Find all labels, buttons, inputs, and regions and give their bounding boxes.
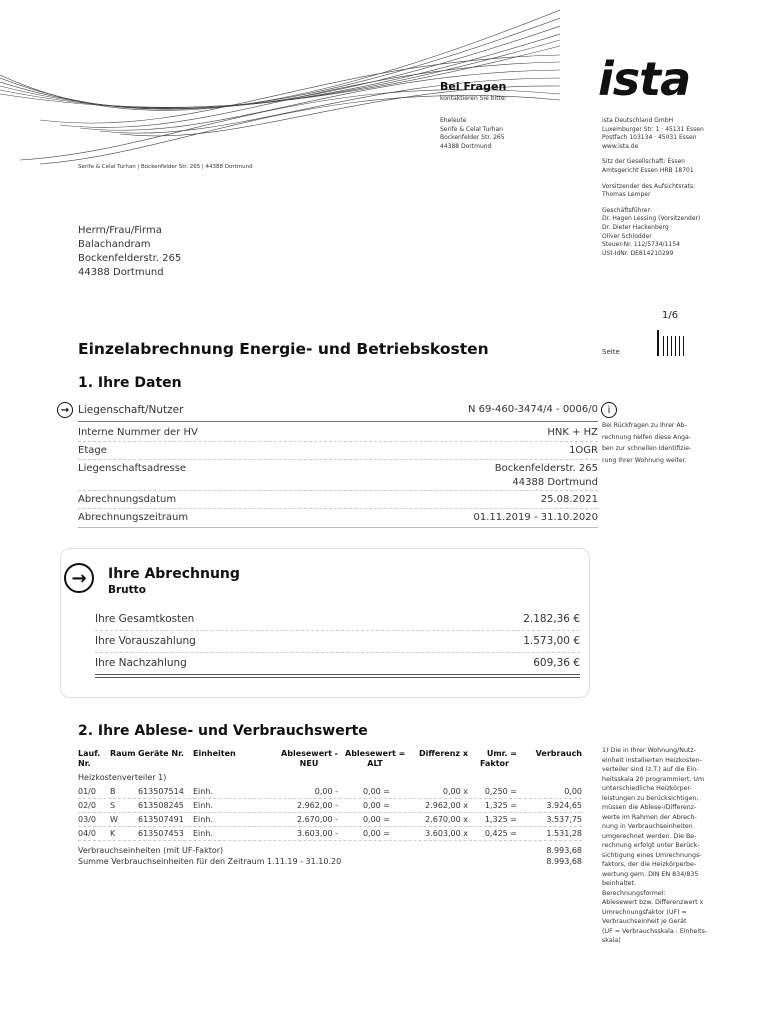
footnote-line: sichtigung eines Umrechnungs- — [602, 851, 702, 859]
cell-geraet: 613507491 — [138, 815, 184, 824]
info-icon: i — [601, 402, 617, 418]
footnote-line: heitsskala 20 programmiert. Um — [602, 775, 705, 783]
row-value: N 69-460-3474/4 - 0006/0 — [467, 404, 598, 415]
company-line: Sitz der Gesellschaft: Essen — [602, 158, 685, 166]
row-label: Ihre Gesamtkosten — [95, 613, 195, 625]
footnote-line: beinhaltet. — [602, 880, 637, 887]
cell-verbrauch: 0,00 — [564, 787, 582, 796]
footnote-line: einheit installierten Heizkosten- — [602, 756, 702, 764]
data-row-adresse — [78, 462, 598, 490]
row-label: Abrechnungsdatum — [78, 494, 177, 505]
row-label: Liegenschaftsadresse — [78, 463, 187, 474]
row-value: 2.182,36 € — [523, 613, 580, 625]
header-text: Lauf. — [78, 749, 101, 758]
footnote-line: faktors, der die Heizkörperbe- — [602, 861, 697, 868]
footnote-line: unterschiedliche Heizkörper- — [602, 785, 692, 792]
cell-geraet: 613507453 — [138, 829, 184, 838]
cell-neu: 2.962,00 - — [296, 801, 338, 810]
company-line: ista Deutschland GmbH — [602, 117, 674, 124]
cell-verbrauch: 3.537,75 — [546, 815, 582, 824]
info-note — [602, 420, 712, 466]
company-line: Steuer-Nr. 112/5734/1154 — [602, 241, 680, 249]
cell-einheit: Einh. — [193, 787, 213, 796]
company-line: Dr. Dieter Hackenberg — [602, 223, 669, 231]
row-value: 1.573,00 € — [523, 635, 580, 647]
footnote-line: skala) — [602, 937, 621, 944]
cell-neu: 0,00 - — [314, 787, 338, 796]
contact-line: Bockenfelder Str. 265 — [440, 134, 505, 142]
row-label: Abrechnungszeitraum — [78, 512, 189, 523]
cell-lauf: 02/0 — [78, 801, 96, 810]
divider — [78, 527, 598, 528]
data-row-abrechnungsdatum — [78, 493, 598, 507]
cell-verbrauch: 1.531,28 — [546, 829, 582, 838]
cell-verbrauch: 3.924,65 — [546, 801, 582, 810]
cell-alt: 0,00 = — [362, 829, 390, 838]
footnote-line: (UF = Verbrauchsskala : Einheits- — [602, 927, 708, 935]
summary-title: Ihre Abrechnung — [108, 566, 240, 582]
divider — [78, 441, 598, 442]
col-header-lauf — [78, 749, 100, 769]
cell-raum: K — [110, 829, 116, 838]
footnote-line: leistungen zu berücksichtigen, — [602, 794, 699, 802]
recipient-line: Balachandram — [78, 239, 151, 250]
row-divider — [78, 798, 582, 799]
row-divider — [78, 826, 582, 827]
row-value: Bockenfelderstr. 265 — [494, 463, 598, 474]
summary-subtitle: Brutto — [108, 584, 146, 596]
company-line: Amtsgericht Essen HRB 18701 — [602, 166, 694, 174]
header-text: NEU — [299, 759, 319, 768]
note-line: Bei Rückfragen zu Ihrer Ab- — [602, 422, 687, 429]
data-row-liegenschaft — [78, 403, 598, 417]
company-line: USt-IdNr. DE814210299 — [602, 249, 674, 257]
cell-raum: B — [110, 787, 116, 796]
row-value: 25.08.2021 — [540, 494, 598, 505]
divider — [78, 459, 598, 460]
footnote-line: müssen die Ablese-/Differenz- — [602, 804, 697, 811]
data-row-interne-nummer — [78, 426, 598, 440]
cell-alt: 0,00 = — [362, 801, 390, 810]
divider — [95, 630, 580, 631]
divider — [78, 508, 598, 509]
col-header-einheiten: Einheiten — [193, 749, 236, 758]
cell-umr: 1,325 = — [484, 815, 517, 824]
cell-alt: 0,00 = — [362, 787, 390, 796]
cell-geraet: 613508245 — [138, 801, 184, 810]
cell-diff: 2.670,00 x — [425, 815, 468, 824]
header-text: Umr. = — [486, 749, 517, 758]
row-label: Etage — [78, 445, 107, 456]
cell-lauf: 01/0 — [78, 787, 96, 796]
contact-address — [440, 117, 505, 151]
row-value: 44388 Dortmund — [512, 477, 598, 488]
company-line: www.ista.de — [602, 142, 639, 150]
data-row-etage — [78, 444, 598, 458]
questions-title: Bei Fragen — [440, 80, 507, 93]
header-text: ALT — [367, 759, 383, 768]
divider — [78, 490, 598, 491]
section-title-ablesewerte: 2. Ihre Ablese- und Verbrauchswerte — [78, 723, 368, 739]
row-label: Ihre Vorauszahlung — [95, 635, 196, 647]
footnote-line: Berechnungsformel: — [602, 889, 666, 897]
ista-logo: ista — [598, 52, 691, 106]
company-info — [602, 117, 762, 258]
page-label: Seite — [602, 348, 620, 356]
footnote-line: Verbrauchseinheit je Gerät — [602, 918, 687, 925]
company-line: Geschäftsführer: — [602, 206, 652, 214]
col-header-raum: Raum — [110, 749, 136, 758]
footnote-line: umgerechnet werden. Die Be- — [602, 832, 697, 840]
contact-line: 44388 Dortmund — [440, 142, 492, 150]
header-text: Nr. — [78, 759, 91, 768]
cell-einheit: Einh. — [193, 815, 213, 824]
cell-einheit: Einh. — [193, 829, 213, 838]
footnote-line: Ablesewert bzw. Differenzwert x — [602, 899, 704, 906]
header-text: Ablesewert = — [345, 749, 406, 758]
footnote — [602, 746, 714, 946]
cell-diff: 3.603,00 x — [425, 829, 468, 838]
col-header-verbrauch: Verbrauch — [535, 749, 582, 758]
row-value: 609,36 € — [533, 657, 580, 669]
footnote-line: wertung gem. DIN EN 834/835 — [602, 870, 699, 878]
total-value-period: 8.993,68 — [546, 857, 582, 866]
cell-diff: 2.962,00 x — [425, 801, 468, 810]
cell-umr: 0,250 = — [484, 787, 517, 796]
cell-umr: 1,325 = — [484, 801, 517, 810]
footnote-line: nung in Verbrauchseinheiten — [602, 823, 693, 830]
recipient-line: Bockenfelderstr. 265 — [78, 253, 182, 264]
arrow-right-icon: → — [64, 563, 94, 593]
cell-lauf: 03/0 — [78, 815, 96, 824]
col-header-neu — [280, 749, 338, 769]
footnote-line: verteiler sind (z.T.) auf die Ein- — [602, 766, 699, 773]
cell-neu: 2.670,00 - — [296, 815, 338, 824]
barcode — [657, 330, 687, 356]
row-divider — [78, 812, 582, 813]
divider — [95, 674, 580, 675]
cell-lauf: 04/0 — [78, 829, 96, 838]
recipient-line: Herrn/Frau/Firma — [78, 225, 162, 236]
cell-diff: 0,00 x — [442, 787, 468, 796]
note-line: rechnung helfen diese Anga- — [602, 433, 692, 441]
divider — [95, 677, 580, 678]
page-title: Einzelabrechnung Energie- und Betriebskosten — [78, 340, 489, 358]
cell-raum: W — [110, 815, 118, 824]
company-line: Postfach 103134 · 45031 Essen — [602, 134, 697, 142]
cell-geraet: 613507514 — [138, 787, 184, 796]
data-row-abrechnungszeitraum — [78, 511, 598, 525]
company-line: Dr. Hagen Lessing (Vorsitzender) — [602, 215, 701, 223]
divider — [78, 421, 598, 422]
divider — [95, 652, 580, 653]
page-number: 1/6 — [662, 310, 679, 321]
footnote-line: 1) Die in Ihrer Wohnung/Nutz- — [602, 747, 696, 754]
group-label: Heizkostenverteiler 1) — [78, 773, 167, 782]
row-value: 01.11.2019 - 31.10.2020 — [473, 512, 598, 523]
footnote-line: Umrechnungsfaktor (UF) = — [602, 908, 687, 916]
sender-line: Serife & Celal Turhan | Bockenfelder Str. 265 | 44388 Dortmund — [78, 164, 253, 170]
row-divider — [78, 840, 582, 841]
col-header-geraete: Geräte Nr. — [138, 749, 184, 758]
cell-umr: 0,425 = — [484, 829, 517, 838]
col-header-differenz: Differenz x — [419, 749, 468, 758]
cell-einheit: Einh. — [193, 801, 213, 810]
header-text: Ablesewert - — [281, 749, 338, 758]
note-line: rung Ihrer Wohnung weiter. — [602, 456, 687, 464]
footnote-line: werte im Rahmen der Abrech- — [602, 813, 697, 821]
note-line: ben zur schnellen Identifizie- — [602, 445, 692, 452]
contact-line: Eheleute — [440, 117, 467, 124]
company-line: Luxemburger Str. 1 · 45131 Essen — [602, 125, 704, 133]
questions-subtitle: kontaktieren Sie bitte: — [440, 95, 507, 102]
total-value-uf: 8.993,68 — [546, 846, 582, 855]
company-line: Thomas Lemper — [602, 191, 651, 199]
contact-line: Serife & Celal Turhan — [440, 125, 503, 133]
cell-neu: 3.603,00 - — [296, 829, 338, 838]
col-header-umr — [472, 749, 517, 769]
row-value: 1OGR — [569, 445, 598, 456]
footnote-line: rechnung erfolgt unter Berück- — [602, 842, 700, 849]
row-label: Liegenschaft/Nutzer — [78, 404, 184, 416]
section-title-ihre-daten: 1. Ihre Daten — [78, 375, 182, 391]
cell-raum: S — [110, 801, 116, 810]
total-label-uf: Verbrauchseinheiten (mit UF-Faktor) — [78, 846, 224, 855]
row-value: HNK + HZ — [547, 427, 598, 438]
total-label-period: Summe Verbrauchseinheiten für den Zeitraum 1.11.19 - 31.10.20 — [78, 857, 342, 866]
row-label: Ihre Nachzahlung — [95, 657, 187, 669]
recipient-address — [78, 224, 181, 280]
company-line: Oliver Schlodder — [602, 232, 652, 240]
company-line: Vorsitzender des Aufsichtsrats: — [602, 182, 696, 190]
arrow-right-icon: → — [57, 402, 73, 418]
recipient-line: 44388 Dortmund — [78, 267, 164, 278]
header-text: Faktor — [480, 759, 509, 768]
row-label: Interne Nummer der HV — [78, 427, 198, 438]
cell-alt: 0,00 = — [362, 815, 390, 824]
col-header-alt — [345, 749, 405, 769]
